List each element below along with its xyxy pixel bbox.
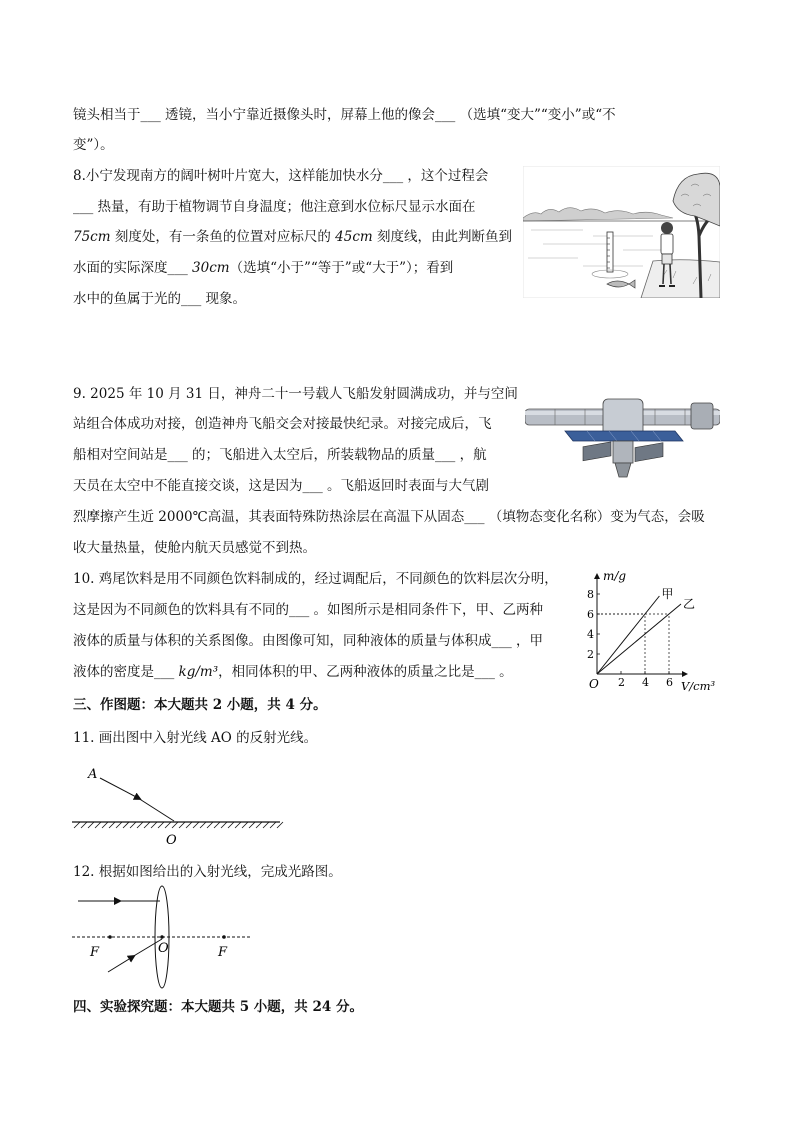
mirror-hatch (130, 822, 136, 828)
mirror-hatch (186, 822, 192, 828)
mirror-hatch (228, 822, 234, 828)
q10-line4 (73, 663, 513, 681)
mirror-hatch (165, 822, 171, 828)
reflection-diagram (70, 758, 285, 850)
q10-line2: 这是因为不同颜色的饮料具有不同的___ 。如图所示是相同条件下，甲、乙两种 (73, 602, 544, 618)
mirror-hatch (193, 822, 199, 828)
focal-label-right: F (218, 945, 228, 960)
point-a-label: A (88, 767, 98, 782)
x-tick-label: 2 (618, 676, 625, 689)
mirror-hatch (123, 822, 129, 828)
focal-point-left (108, 935, 112, 939)
mirror-hatch (249, 822, 255, 828)
focal-ray (108, 956, 134, 972)
series-line-jia (597, 596, 659, 674)
series-line-yi (597, 604, 681, 674)
lake-boy-illustration (523, 166, 720, 298)
unit-75cm: 75cm (73, 229, 111, 245)
q8-line4-head: 水面的实际深度___ (73, 260, 193, 276)
incident-ray-tail (138, 798, 174, 821)
q8-line3-text: 刻度处，有一条鱼的位置对应标尺的 (110, 229, 336, 245)
q8-line5: 水中的鱼属于光的___ 现象。 (73, 291, 247, 307)
mirror-hatch (172, 822, 178, 828)
q7-line2: 变”）。 (73, 137, 114, 153)
q9-line6: 收大量热量，使舱内航天员感觉不到热。 (73, 540, 316, 556)
unit-45cm: 45cm (335, 229, 373, 245)
mirror-hatch (242, 822, 248, 828)
q7-line1: 镜头相当于___ 透镜，当小宁靠近摄像头时，屏幕上他的像会___ （选填“变大”“变小”或“不 (73, 107, 616, 123)
mirror-hatch (214, 822, 220, 828)
mass-volume-chart (583, 568, 725, 694)
optical-center-label: O (158, 941, 169, 956)
x-tick-label: 4 (642, 676, 649, 689)
q8-line4-tail: （选填“小于”“等于”或“大于”）；看到 (229, 260, 454, 276)
mirror-hatch (137, 822, 143, 828)
origin-label: O (589, 677, 599, 691)
mirror-hatch (263, 822, 269, 828)
q10-line3: 液体的质量与体积的关系图像。由图像可知，同种液体的质量与体积成___ ，甲 (73, 633, 544, 649)
mirror-hatch (144, 822, 150, 828)
q8-line2: ___ 热量，有助于植物调节自身温度；他注意到水位标尺显示水面在 (73, 199, 476, 215)
mirror-hatch (116, 822, 122, 828)
y-tick-label: 2 (587, 648, 594, 661)
q12-text: 12. 根据如图给出的入射光线，完成光路图。 (73, 864, 342, 880)
q8-line3 (73, 228, 512, 246)
mirror-hatch (102, 822, 108, 828)
mirror-hatch (256, 822, 262, 828)
y-tick-label: 8 (587, 588, 594, 601)
q9-line2: 站组合体成功对接，创造神舟飞船交会对接最快纪录。对接完成后，飞 (73, 416, 492, 432)
x-axis-label: V/cm³ (681, 679, 716, 693)
x-tick-label: 6 (666, 676, 673, 689)
section3-heading: 三、作图题：本大题共 2 小题，共 4 分。 (73, 697, 327, 713)
unit-kg-m3: kg/m³ (178, 664, 219, 680)
mirror-hatch (151, 822, 157, 828)
q9-line3: 船相对空间站是___ 的；飞船进入太空后，所装载物品的质量___ ，航 (73, 447, 487, 463)
q11-text: 11. 画出图中入射光线 AO 的反射光线。 (73, 730, 318, 746)
mirror-hatch (270, 822, 276, 828)
lens-diagram (70, 884, 260, 992)
q10-line4-head: 液体的密度是___ (73, 664, 179, 680)
q10-line4-tail: ，相同体积的甲、乙两种液体的质量之比是___ 。 (218, 664, 513, 680)
q9-line5: 烈摩擦产生近 2000℃高温，其表面特殊防热涂层在高温下从固态___ （填物态变化名称）变为气态，会吸 (73, 509, 705, 525)
mirror-hatch (221, 822, 227, 828)
q10-line1: 10. 鸡尾饮料是用不同颜色饮料制成的，经过调配后，不同颜色的饮料层次分明， (73, 571, 558, 587)
mirror-hatch (200, 822, 206, 828)
q8-line4 (73, 259, 453, 277)
y-tick-label: 6 (587, 608, 594, 621)
y-axis-label: m/g (603, 569, 627, 583)
mirror-hatch (179, 822, 185, 828)
section4-heading: 四、实验探究题：本大题共 5 小题，共 24 分。 (73, 999, 363, 1015)
mirror-hatch (277, 822, 283, 828)
mirror-hatch (235, 822, 241, 828)
q8-line3-tail: 刻度线，由此判断鱼到 (372, 229, 512, 245)
mirror-hatch (81, 822, 87, 828)
y-tick-label: 4 (587, 628, 594, 641)
q8-line1: 8.小宁发现南方的阔叶树叶片宽大，这样能加快水分___ ，这个过程会 (73, 168, 489, 184)
q9-line4: 天员在太空中不能直接交谈，这是因为___ 。飞船返回时表面与大气剧 (73, 478, 490, 494)
series-label-yi: 乙 (683, 597, 696, 611)
incident-ray (100, 778, 140, 799)
focal-label-left: F (90, 945, 100, 960)
mirror-hatch (74, 822, 80, 828)
optical-center (160, 935, 164, 939)
space-station-illustration (525, 385, 720, 481)
mirror-hatch (88, 822, 94, 828)
series-label-jia: 甲 (661, 587, 674, 601)
unit-30cm: 30cm (192, 260, 230, 276)
focal-point-right (222, 935, 226, 939)
mirror-hatch (109, 822, 115, 828)
mirror-hatch (158, 822, 164, 828)
point-o-label: O (166, 833, 177, 848)
mirror-hatch (207, 822, 213, 828)
mirror-hatch (95, 822, 101, 828)
q9-line1: 9. 2025 年 10 月 31 日，神舟二十一号载人飞船发射圆满成功，并与空间 (73, 386, 518, 402)
